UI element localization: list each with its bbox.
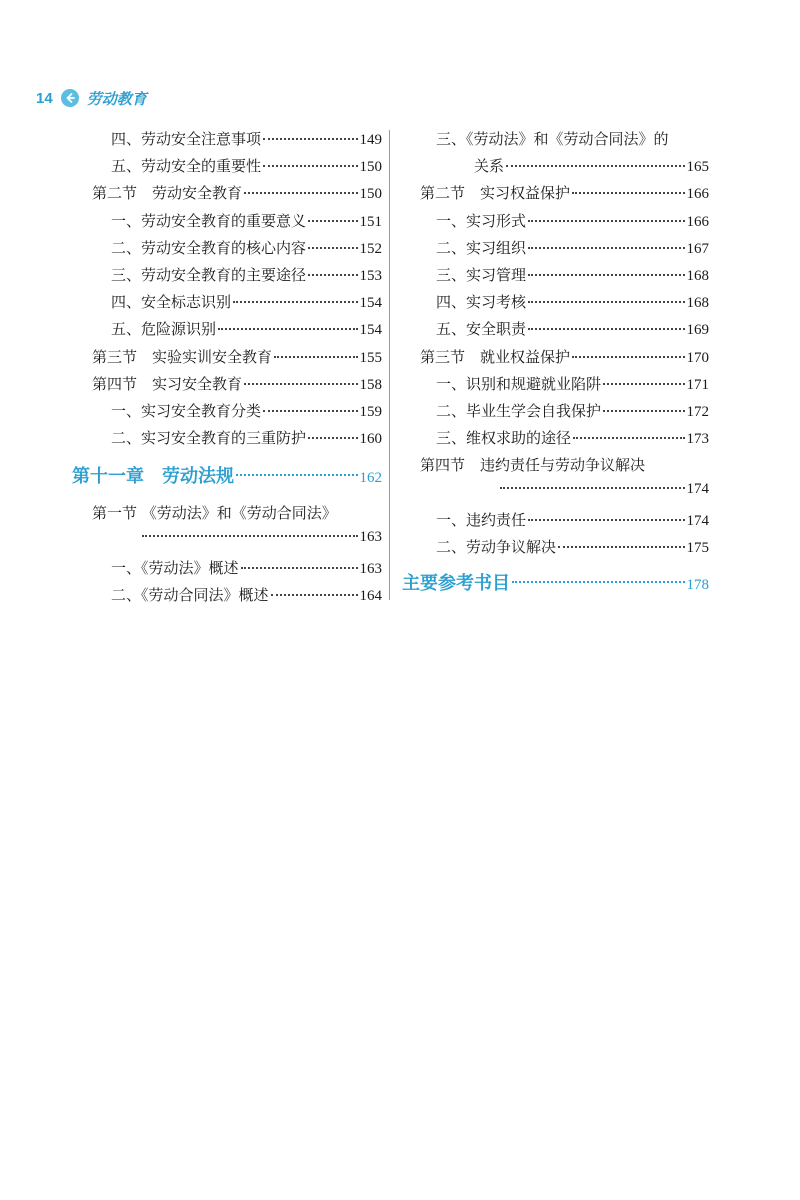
toc-entry-title: 二、劳动争议解决 (436, 537, 557, 556)
toc-entry-title: 二、《劳动合同法》概述 (111, 585, 269, 604)
toc-page-number: 158 (359, 376, 382, 393)
toc-item-entry[interactable] (412, 128, 709, 155)
column-divider (389, 130, 390, 600)
toc-item-entry[interactable] (78, 400, 382, 427)
toc-entry-title: 五、劳动安全的重要性 (111, 157, 262, 176)
toc-page-number: 154 (359, 322, 382, 339)
dot-leader (528, 247, 684, 249)
toc-section-entry[interactable] (78, 373, 382, 400)
toc-item-entry[interactable] (78, 210, 382, 237)
dot-leader (528, 328, 684, 330)
toc-entry-title: 三、劳动安全教育的主要途径 (111, 265, 307, 284)
dot-leader (308, 274, 357, 276)
toc-left-column (72, 128, 382, 611)
toc-section-entry[interactable] (78, 346, 382, 373)
toc-item-entry[interactable] (78, 155, 382, 182)
toc-page-number: 175 (686, 539, 709, 556)
toc-item-entry[interactable] (78, 291, 382, 318)
toc-entry-title: 四、实习考核 (436, 293, 527, 312)
toc-page-number: 166 (686, 213, 709, 230)
dot-leader (236, 474, 358, 476)
toc-entry-title: 五、安全职责 (436, 320, 527, 339)
toc-entry-title: 二、毕业生学会自我保护 (436, 401, 602, 420)
toc-entry-title: 二、劳动安全教育的核心内容 (111, 238, 307, 257)
toc-right-column (402, 128, 709, 609)
toc-item-entry[interactable] (412, 400, 709, 427)
dot-leader (271, 594, 358, 596)
toc-page-number: 152 (359, 240, 382, 257)
toc-page-number: 149 (359, 132, 382, 148)
toc-item-entry[interactable] (412, 318, 709, 345)
toc-page-number: 153 (359, 267, 382, 284)
dot-leader (308, 437, 357, 439)
toc-page-number: 164 (359, 587, 382, 604)
toc-page-number: 173 (686, 431, 709, 448)
toc-entry-title: 四、劳动安全注意事项 (111, 130, 262, 148)
dot-leader (244, 192, 357, 194)
toc-entry-title: 第二节 劳动安全教育 (92, 184, 243, 203)
toc-page-number: 174 (686, 481, 709, 498)
dot-leader (218, 328, 357, 330)
dot-leader (500, 487, 685, 489)
dot-leader (263, 138, 357, 140)
toc-page-number: 169 (686, 322, 709, 339)
book-title: 劳动教育 (86, 89, 147, 108)
toc-section-entry[interactable] (78, 182, 382, 209)
toc-entry-title: 三、《劳动法》和《劳动合同法》的 (436, 130, 669, 148)
dot-leader (603, 410, 684, 412)
dot-leader (512, 581, 685, 583)
toc-item-entry[interactable] (412, 210, 709, 237)
toc-page-number: 168 (686, 267, 709, 284)
toc-item-entry[interactable] (412, 237, 709, 264)
toc-page-number: 172 (686, 403, 709, 420)
dot-leader (558, 546, 684, 548)
toc-page-number: 151 (359, 213, 382, 230)
toc-section-entry[interactable] (78, 502, 382, 529)
toc-page-number: 150 (359, 159, 382, 176)
toc-item-entry[interactable] (412, 481, 709, 508)
dot-leader (241, 567, 358, 569)
toc-entry-title: 一、实习安全教育分类 (111, 401, 262, 420)
toc-entry-title: 一、识别和规避就业陷阱 (436, 374, 602, 393)
dot-leader (263, 165, 357, 167)
toc-page-number: 159 (359, 403, 382, 420)
back-arrow-icon (61, 89, 79, 107)
toc-page-number: 174 (686, 512, 709, 529)
toc-page-number: 160 (359, 431, 382, 448)
toc-item-entry[interactable] (78, 557, 382, 584)
toc-entry-title: 第四节 实习安全教育 (92, 374, 243, 393)
toc-section-entry[interactable] (412, 182, 709, 209)
toc-item-entry[interactable] (78, 584, 382, 611)
dot-leader (572, 356, 684, 358)
toc-entry-title: 三、实习管理 (436, 265, 527, 284)
toc-item-entry[interactable] (412, 509, 709, 536)
toc-page-number: 167 (686, 240, 709, 257)
toc-page-number: 178 (686, 577, 709, 593)
toc-page-number: 162 (359, 470, 382, 487)
toc-entry-title: 二、实习安全教育的三重防护 (111, 429, 307, 448)
toc-chapter-entry[interactable] (402, 569, 709, 609)
toc-entry-title: 一、违约责任 (436, 510, 527, 529)
dot-leader (308, 220, 357, 222)
toc-entry-title: 主要参考书目 (402, 573, 510, 594)
toc-page-number: 163 (359, 560, 382, 577)
toc-entry-title: 五、危险源识别 (111, 320, 217, 339)
toc-page-number: 166 (686, 186, 709, 203)
toc-item-entry[interactable] (412, 373, 709, 400)
dot-leader (603, 383, 684, 385)
toc-page-number: 150 (359, 186, 382, 203)
toc-entry-title: 三、维权求助的途径 (436, 429, 572, 448)
toc-item-entry[interactable] (412, 264, 709, 291)
toc-page-number: 154 (359, 295, 382, 312)
toc-item-entry[interactable] (412, 536, 709, 563)
toc-entry-title: 第四节 违约责任与劳动争议解决 (420, 456, 646, 475)
toc-page-number: 168 (686, 295, 709, 312)
dot-leader (308, 247, 357, 249)
toc-entry-title: 第十一章 劳动法规 (72, 466, 234, 488)
toc-entry-title: 二、实习组织 (436, 238, 527, 257)
toc-item-entry[interactable] (412, 427, 709, 454)
toc-entry-title: 一、《劳动法》概述 (111, 558, 239, 577)
dot-leader (573, 437, 684, 439)
dot-leader (244, 383, 357, 385)
toc-item-entry[interactable] (412, 291, 709, 318)
toc-item-entry[interactable] (78, 318, 382, 345)
toc-page-number: 155 (359, 349, 382, 366)
toc-entry-title: 关系 (474, 157, 505, 176)
dot-leader (528, 519, 684, 521)
toc-item-entry[interactable] (412, 155, 709, 182)
dot-leader (528, 301, 684, 303)
page-header (36, 85, 147, 111)
toc-page-number: 170 (686, 349, 709, 366)
toc-entry-title: 第二节 实习权益保护 (420, 184, 571, 203)
toc-item-entry[interactable] (78, 264, 382, 291)
toc-item-entry[interactable] (78, 427, 382, 454)
toc-item-entry[interactable] (78, 237, 382, 264)
toc-page-number: 165 (686, 159, 709, 176)
toc-page-number: 163 (359, 529, 382, 546)
dot-leader (274, 356, 357, 358)
toc-entry-title: 第三节 就业权益保护 (420, 347, 571, 366)
toc-item-entry[interactable] (78, 128, 382, 155)
dot-leader (142, 535, 358, 537)
dot-leader (528, 220, 684, 222)
toc-section-entry[interactable] (412, 346, 709, 373)
toc-entry-title: 一、实习形式 (436, 211, 527, 230)
toc-entry-title: 第一节 《劳动法》和《劳动合同法》 (92, 504, 337, 523)
dot-leader (572, 192, 684, 194)
dot-leader (528, 274, 684, 276)
toc-section-entry[interactable] (412, 454, 709, 481)
dot-leader (506, 165, 684, 167)
toc-entry-title: 四、安全标志识别 (111, 293, 232, 312)
toc-page-number: 171 (686, 376, 709, 393)
dot-leader (263, 410, 357, 412)
page-number: 14 (36, 89, 53, 107)
toc-chapter-entry[interactable] (72, 462, 382, 502)
dot-leader (233, 301, 357, 303)
toc-item-entry[interactable] (78, 529, 382, 556)
toc-entry-title: 一、劳动安全教育的重要意义 (111, 211, 307, 230)
toc-entry-title: 第三节 实验实训安全教育 (92, 347, 273, 366)
